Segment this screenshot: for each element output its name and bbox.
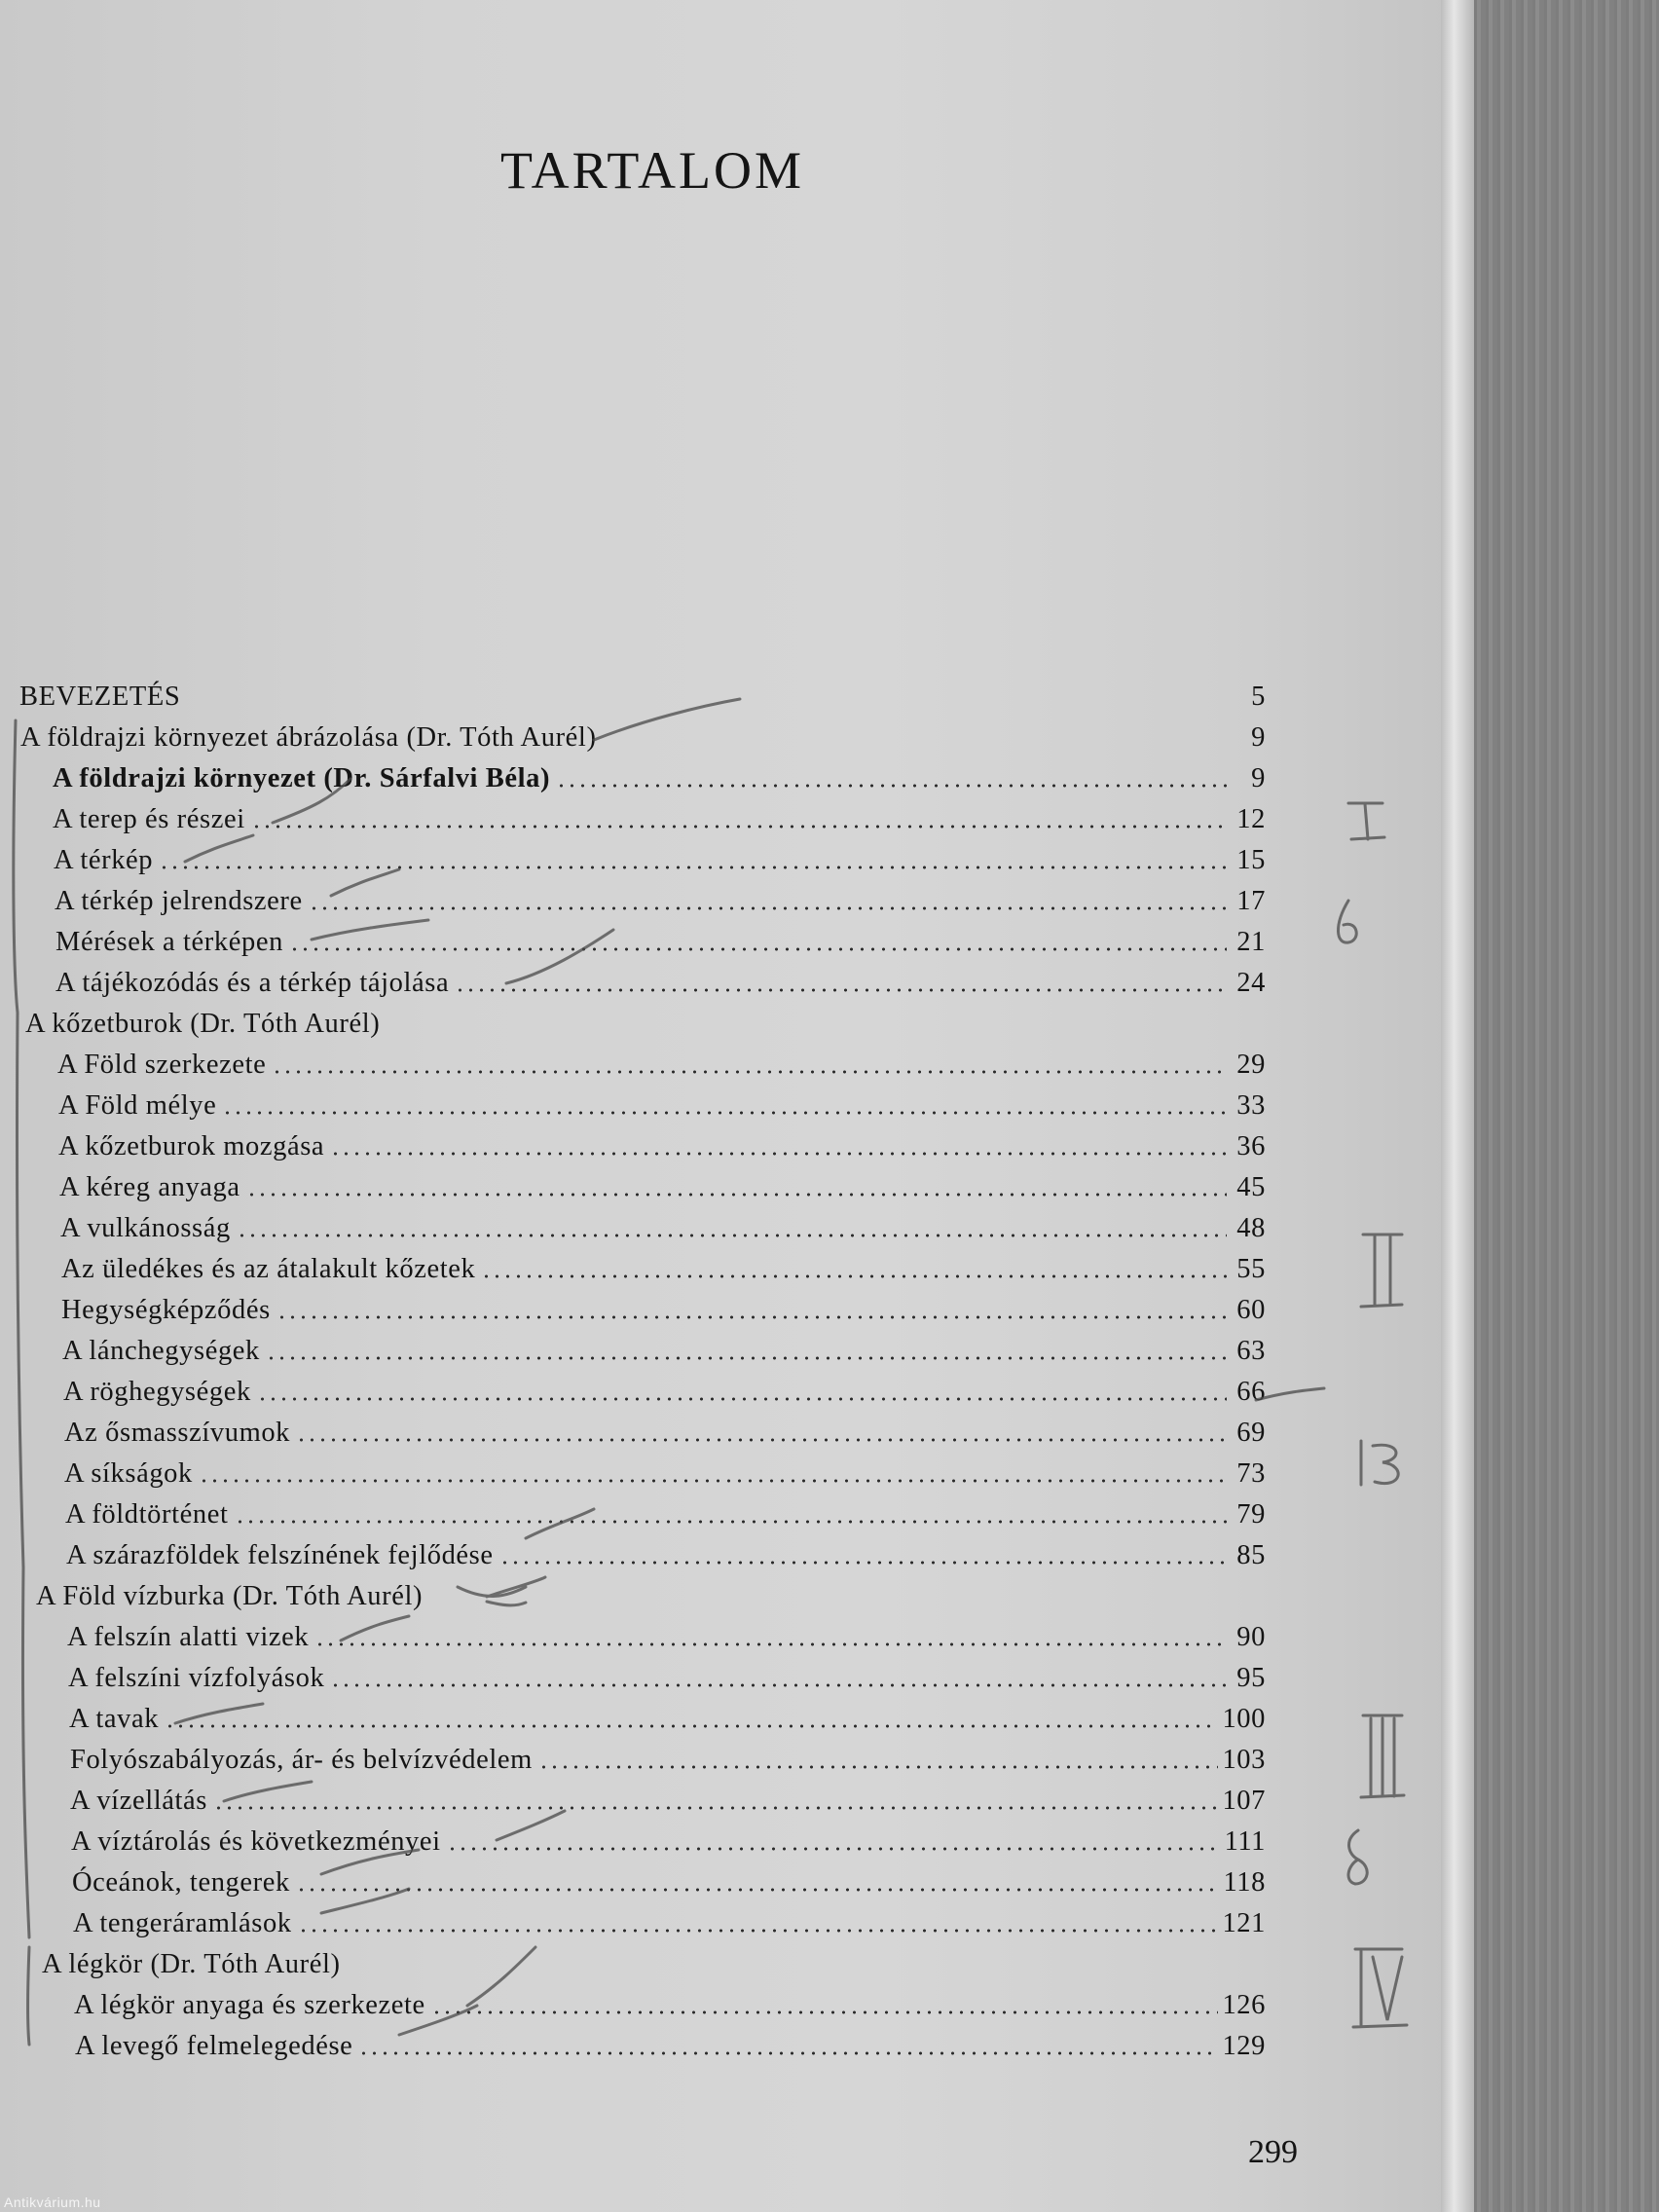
leader-dots	[431, 2009, 1219, 2015]
toc-entry-label: A tavak	[69, 1704, 160, 1734]
toc-entry-label: Az ősmasszívumok	[64, 1418, 291, 1448]
leader-dots	[556, 783, 1227, 789]
leader-dots	[447, 1846, 1221, 1852]
toc-entry	[55, 876, 1266, 917]
toc-entry-page: 107	[1222, 1786, 1266, 1816]
toc-entry	[25, 999, 1266, 1040]
toc-entry	[64, 1449, 1266, 1490]
toc-entry-page: 85	[1236, 1540, 1266, 1570]
toc-entry-page: 73	[1236, 1458, 1266, 1489]
toc-entry-page: 45	[1236, 1172, 1266, 1202]
toc-entry-page: 103	[1222, 1745, 1266, 1775]
toc-entry	[42, 1939, 1266, 1980]
toc-entry-label: A térkép	[54, 845, 154, 875]
leader-dots	[455, 987, 1227, 993]
toc-entry-page: 15	[1236, 845, 1266, 875]
toc-entry-label: A vízellátás	[70, 1786, 207, 1816]
leader-dots	[386, 1028, 1227, 1034]
toc-entry-page: 9	[1251, 763, 1266, 793]
toc-entry-page: 95	[1236, 1663, 1266, 1693]
toc-entry	[64, 1408, 1266, 1449]
leader-dots	[289, 946, 1227, 952]
leader-dots	[276, 1314, 1227, 1320]
leader-dots	[246, 1192, 1227, 1198]
leader-dots	[251, 824, 1227, 830]
leader-dots	[603, 742, 1227, 748]
toc-entry	[53, 754, 1266, 794]
leader-dots	[428, 1601, 1227, 1606]
toc-entry-page: 48	[1236, 1213, 1266, 1243]
leader-dots	[165, 1723, 1218, 1729]
toc-entry	[53, 794, 1266, 835]
leader-dots	[272, 1069, 1227, 1075]
leader-dots	[309, 905, 1227, 911]
toc-entry-page: 121	[1222, 1908, 1266, 1938]
toc-entry-label: Folyószabályozás, ár- és belvízvédelem	[70, 1745, 533, 1775]
toc-entry	[63, 1367, 1266, 1408]
leader-dots	[222, 1110, 1227, 1116]
toc-entry-label: Az üledékes és az átalakult kőzetek	[61, 1254, 476, 1284]
toc-entry-page: 21	[1236, 927, 1266, 957]
leader-dots	[237, 1233, 1227, 1238]
toc-entry	[68, 1653, 1266, 1694]
toc-entry-page: 9	[1251, 722, 1266, 753]
toc-entry	[36, 1571, 1266, 1612]
toc-entry-label: A Föld vízburka (Dr. Tóth Aurél)	[36, 1581, 424, 1611]
toc-entry-page: 111	[1224, 1826, 1266, 1857]
toc-entry-page: 100	[1222, 1704, 1266, 1734]
toc-entry-label: A földrajzi környezet (Dr. Sárfalvi Béla)	[53, 763, 551, 793]
toc-entry-label: A földrajzi környezet ábrázolása (Dr. Tóth Aurél)	[20, 722, 597, 753]
toc-entry-label: A vulkánosság	[60, 1213, 231, 1243]
page-number: 299	[1248, 2134, 1298, 2170]
watermark: Antikvárium.hu	[4, 2194, 101, 2210]
toc-entry-label: A földtörténet	[65, 1499, 229, 1530]
toc-entry-page: 55	[1236, 1254, 1266, 1284]
toc-entry	[70, 1776, 1266, 1817]
toc-entry-page: 60	[1236, 1295, 1266, 1325]
toc-entry-label: A kéreg anyaga	[59, 1172, 240, 1202]
toc-entry-label: A térkép jelrendszere	[55, 886, 303, 916]
toc-entry-page: 90	[1236, 1622, 1266, 1652]
toc-entry-label: Mérések a térképen	[55, 927, 283, 957]
toc-entry-label: A kőzetburok mozgása	[58, 1131, 325, 1161]
leader-dots	[266, 1355, 1227, 1361]
leader-dots	[159, 865, 1227, 870]
leader-dots	[314, 1641, 1227, 1647]
toc-entry-label: A síkságok	[64, 1458, 193, 1489]
toc-entry-page: 29	[1236, 1050, 1266, 1080]
toc-entry	[67, 1612, 1266, 1653]
leader-dots	[538, 1764, 1219, 1770]
toc-entry	[55, 958, 1266, 999]
toc-entry-page: 33	[1236, 1090, 1266, 1121]
toc-entry	[58, 1081, 1266, 1122]
leader-dots	[330, 1151, 1227, 1157]
leader-dots	[499, 1560, 1227, 1566]
toc-entry-label: A levegő felmelegedése	[75, 2031, 353, 2061]
toc-entry	[61, 1285, 1266, 1326]
toc-entry-page: 12	[1236, 804, 1266, 834]
toc-entry-page: 129	[1222, 2031, 1266, 2061]
toc-entry-page: 118	[1223, 1867, 1266, 1898]
toc-entry-page: 36	[1236, 1131, 1266, 1161]
toc-entry-label: A felszíni vízfolyások	[68, 1663, 325, 1693]
toc-entry-label: A röghegységek	[63, 1377, 251, 1407]
toc-entry-label: Óceánok, tengerek	[72, 1867, 290, 1898]
toc-entry-label: Hegységképződés	[61, 1295, 271, 1325]
toc-entry	[75, 2021, 1266, 2062]
toc-entry-label: A tájékozódás és a térkép tájolása	[55, 968, 450, 998]
toc-entry	[71, 1817, 1266, 1858]
leader-dots	[298, 1928, 1219, 1934]
toc-entry	[69, 1694, 1266, 1735]
toc-entry	[60, 1203, 1266, 1244]
toc-entry	[62, 1326, 1266, 1367]
toc-entry-page: 126	[1222, 1990, 1266, 2020]
background-surface	[1474, 0, 1659, 2212]
toc-entry-label: A Föld mélye	[58, 1090, 217, 1121]
leader-dots	[481, 1273, 1227, 1279]
leader-dots	[330, 1682, 1227, 1688]
toc-entry-page: 24	[1236, 968, 1266, 998]
toc-entry	[70, 1735, 1266, 1776]
toc-entry	[57, 1040, 1266, 1081]
toc-entry-page: 5	[1251, 682, 1266, 712]
leader-dots	[296, 1437, 1227, 1443]
toc-entry-label: A víztárolás és következményei	[71, 1826, 441, 1857]
toc-entry	[73, 1899, 1266, 1939]
toc-entry-label: A felszín alatti vizek	[67, 1622, 310, 1652]
toc-entry	[74, 1980, 1266, 2021]
toc-entry	[58, 1122, 1266, 1162]
leader-dots	[257, 1396, 1227, 1402]
page-edge	[1441, 0, 1474, 2212]
toc-entry-page: 79	[1236, 1499, 1266, 1530]
toc-entry	[55, 917, 1266, 958]
toc-entry-page: 66	[1236, 1377, 1266, 1407]
toc-entry	[19, 672, 1266, 713]
toc-entry-label: A lánchegységek	[62, 1336, 260, 1366]
leader-dots	[199, 1478, 1227, 1484]
leader-dots	[235, 1519, 1228, 1525]
toc-entry-label: A szárazföldek felszínének fejlődése	[66, 1540, 494, 1570]
toc-entry	[66, 1530, 1266, 1571]
toc-entry-page: 17	[1236, 886, 1266, 916]
leader-dots	[296, 1887, 1220, 1893]
leader-dots	[347, 1969, 1227, 1974]
toc-entry-label: A terep és részei	[53, 804, 245, 834]
toc-entry-label: BEVEZETÉS	[19, 682, 181, 712]
toc-entry	[59, 1162, 1266, 1203]
toc-entry	[54, 835, 1266, 876]
toc-entry-page: 63	[1236, 1336, 1266, 1366]
toc-entry	[20, 713, 1266, 754]
leader-dots	[358, 2050, 1218, 2056]
toc-entry-label: A légkör anyaga és szerkezete	[74, 1990, 425, 2020]
leader-dots	[186, 701, 1227, 707]
toc-entry-label: A Föld szerkezete	[57, 1050, 267, 1080]
toc-entry-page: 69	[1236, 1418, 1266, 1448]
page-title: TARTALOM	[499, 141, 805, 201]
toc-entry-label: A kőzetburok (Dr. Tóth Aurél)	[25, 1009, 381, 1039]
toc-entry-label: A légkör (Dr. Tóth Aurél)	[42, 1949, 341, 1979]
toc-entry	[61, 1244, 1266, 1285]
leader-dots	[213, 1805, 1218, 1811]
toc-entry-label: A tengeráramlások	[73, 1908, 292, 1938]
toc-entry	[72, 1858, 1266, 1899]
toc-entry	[65, 1490, 1266, 1530]
